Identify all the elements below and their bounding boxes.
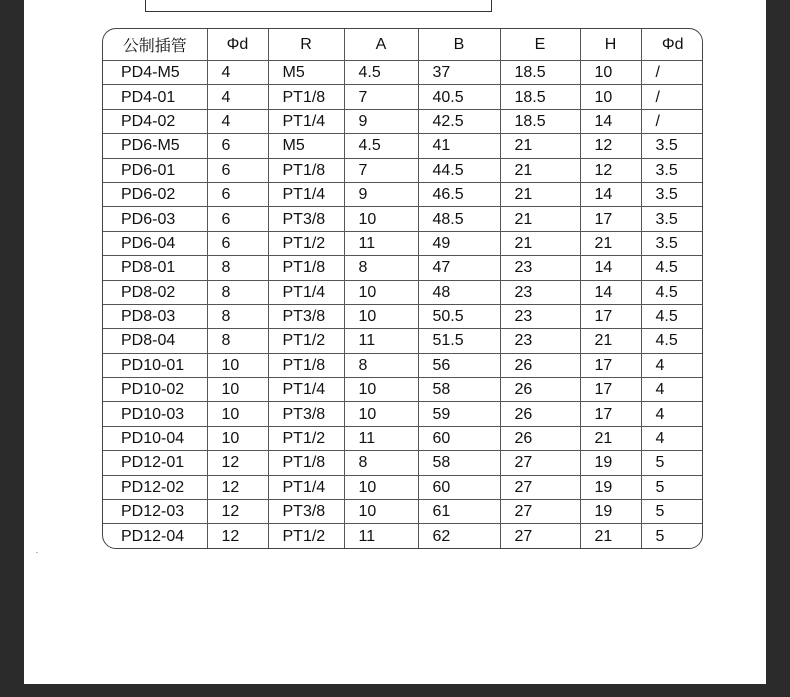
model-cell: PD8-04 — [103, 329, 207, 353]
table-cell: 6 — [207, 231, 268, 255]
model-cell: PD12-02 — [103, 475, 207, 499]
table-cell: 4.5 — [344, 134, 418, 158]
header-row — [103, 29, 703, 61]
table-cell: 10 — [580, 85, 641, 109]
table-cell: PT1/4 — [268, 182, 344, 206]
table-cell: 8 — [207, 256, 268, 280]
table-cell: 5 — [655, 527, 665, 545]
table-cell: 19 — [580, 500, 641, 524]
column-header: E — [500, 29, 580, 61]
spec-table — [103, 29, 703, 548]
table-cell: 23 — [500, 304, 580, 328]
table-cell: 17 — [580, 304, 641, 328]
table-cell: 26 — [500, 378, 580, 402]
table-cell: 4 — [641, 426, 703, 450]
table-cell: 17 — [580, 207, 641, 231]
table-cell: 14 — [580, 280, 641, 304]
table-cell: 23 — [500, 256, 580, 280]
column-header: Φd — [207, 29, 268, 61]
model-cell: PD8-03 — [103, 304, 207, 328]
column-header: R — [268, 29, 344, 61]
model-cell: PD8-01 — [103, 256, 207, 280]
table-cell: 21 — [500, 182, 580, 206]
model-cell: PD6-02 — [103, 182, 207, 206]
table-row — [103, 207, 703, 231]
table-cell: PT3/8 — [268, 304, 344, 328]
table-cell: PT1/8 — [268, 256, 344, 280]
table-cell: 6 — [207, 158, 268, 182]
model-cell: PD4-01 — [103, 85, 207, 109]
table-cell: 42.5 — [418, 109, 500, 133]
table-cell: 21 — [580, 329, 641, 353]
model-cell: PD12-04 — [103, 524, 207, 548]
table-cell: 40.5 — [418, 85, 500, 109]
table-cell: 3.5 — [641, 182, 703, 206]
table-cell: 18.5 — [500, 109, 580, 133]
column-header: A — [344, 29, 418, 61]
table-cell: 3.5 — [641, 231, 703, 255]
table-cell: PT1/8 — [268, 353, 344, 377]
table-cell: PT3/8 — [268, 402, 344, 426]
table-row — [103, 475, 703, 499]
table-cell: 4.5 — [641, 304, 703, 328]
table-row — [103, 304, 703, 328]
table-row — [103, 524, 703, 548]
table-cell: 21 — [580, 524, 641, 548]
table-cell: 7 — [344, 158, 418, 182]
column-header: Φd — [641, 29, 703, 61]
table-cell: 27 — [500, 524, 580, 548]
model-cell: PD4-M5 — [103, 61, 207, 85]
table-cell: 49 — [418, 231, 500, 255]
table-cell: 47 — [418, 256, 500, 280]
model-cell: PD8-02 — [103, 280, 207, 304]
table-cell: 8 — [344, 256, 418, 280]
table-cell: 46.5 — [418, 182, 500, 206]
table-cell: PT1/4 — [268, 280, 344, 304]
table-cell: 9 — [344, 109, 418, 133]
table-cell: 5 — [641, 451, 703, 475]
column-header: H — [580, 29, 641, 61]
table-cell: 11 — [344, 329, 418, 353]
table-cell: 4.5 — [641, 280, 703, 304]
table-cell: 58 — [418, 378, 500, 402]
table-cell: 21 — [500, 134, 580, 158]
column-header: B — [418, 29, 500, 61]
table-cell: 51.5 — [418, 329, 500, 353]
table-cell: 27 — [500, 500, 580, 524]
table-cell: 23 — [500, 329, 580, 353]
table-cell: 59 — [418, 402, 500, 426]
table-cell: 26 — [500, 353, 580, 377]
table-cell: M5 — [268, 134, 344, 158]
table-cell: 8 — [207, 280, 268, 304]
table-cell: 4.5 — [641, 329, 703, 353]
model-cell: PD6-M5 — [103, 134, 207, 158]
table-cell: 21 — [500, 231, 580, 255]
table-cell: 26 — [500, 426, 580, 450]
table-cell: 10 — [344, 304, 418, 328]
table-cell: 19 — [580, 451, 641, 475]
table-row — [103, 256, 703, 280]
table-cell: 44.5 — [418, 158, 500, 182]
table-cell: 11 — [344, 231, 418, 255]
table-cell: 58 — [418, 451, 500, 475]
table-cell: 62 — [418, 524, 500, 548]
table-cell: 10 — [207, 378, 268, 402]
table-cell: 10 — [207, 402, 268, 426]
table-cell: 10 — [207, 353, 268, 377]
table-row — [103, 182, 703, 206]
model-cell: PD6-03 — [103, 207, 207, 231]
table-row — [103, 402, 703, 426]
table-row — [103, 231, 703, 255]
table-cell: 48 — [418, 280, 500, 304]
table-cell: PT1/2 — [268, 231, 344, 255]
table-row — [103, 426, 703, 450]
table-cell: 6 — [207, 134, 268, 158]
table-cell: 11 — [344, 524, 418, 548]
table-cell: 61 — [418, 500, 500, 524]
table-cell: 4 — [207, 85, 268, 109]
table-cell: PT1/2 — [268, 524, 344, 548]
table-cell: / — [641, 61, 703, 85]
table-cell: 17 — [580, 378, 641, 402]
table-cell: 12 — [207, 524, 268, 548]
table-row — [103, 158, 703, 182]
table-cell: 14 — [580, 256, 641, 280]
table-cell: 10 — [344, 280, 418, 304]
table-cell: 4.5 — [641, 256, 703, 280]
table-cell: 17 — [580, 402, 641, 426]
table-cell: 4.5 — [344, 61, 418, 85]
table-cell: 21 — [500, 158, 580, 182]
table-cell: 17 — [580, 353, 641, 377]
table-cell: 18.5 — [500, 85, 580, 109]
table-cell: 10 — [344, 378, 418, 402]
table-cell: 41 — [418, 134, 500, 158]
table-cell: 56 — [418, 353, 500, 377]
table-row — [103, 61, 703, 85]
table-cell: 14 — [580, 182, 641, 206]
model-cell: PD12-01 — [103, 451, 207, 475]
table-cell: 60 — [418, 426, 500, 450]
table-cell: 8 — [207, 329, 268, 353]
table-cell: 60 — [418, 475, 500, 499]
table-row — [103, 451, 703, 475]
table-cell: 10 — [344, 402, 418, 426]
table-cell: 6 — [207, 182, 268, 206]
table-cell: 10 — [207, 426, 268, 450]
table-cell: 50.5 — [418, 304, 500, 328]
table-cell: 14 — [580, 109, 641, 133]
table-cell: M5 — [268, 61, 344, 85]
table-cell: 11 — [344, 426, 418, 450]
table-row — [103, 280, 703, 304]
table-cell: PT1/4 — [268, 378, 344, 402]
table-cell: 21 — [580, 231, 641, 255]
table-cell: 4 — [641, 402, 703, 426]
dimension-bracket — [145, 0, 492, 12]
column-header: 公制插管 — [103, 29, 207, 61]
table-cell: 4 — [641, 353, 703, 377]
table-cell: 5 — [641, 500, 703, 524]
model-cell: PD6-01 — [103, 158, 207, 182]
table-body — [103, 61, 703, 548]
table-cell: PT1/2 — [268, 329, 344, 353]
table-cell: 27 — [500, 475, 580, 499]
table-cell: PT1/8 — [268, 158, 344, 182]
table-cell: 18.5 — [500, 61, 580, 85]
table-cell: 4 — [641, 378, 703, 402]
table-cell: PT1/4 — [268, 109, 344, 133]
table-cell: 12 — [207, 500, 268, 524]
table-cell: 37 — [418, 61, 500, 85]
table-cell: PT1/2 — [268, 426, 344, 450]
model-cell: PD10-04 — [103, 426, 207, 450]
table-cell: 26 — [500, 402, 580, 426]
table-cell: 48.5 — [418, 207, 500, 231]
table-cell: 4 — [207, 109, 268, 133]
model-cell: PD10-03 — [103, 402, 207, 426]
table-row — [103, 329, 703, 353]
model-cell: PD4-02 — [103, 109, 207, 133]
table-cell: / — [641, 109, 703, 133]
stray-mark — [36, 552, 38, 553]
table-cell: 9 — [344, 182, 418, 206]
table-row — [103, 109, 703, 133]
table-cell: 7 — [344, 85, 418, 109]
table-cell: 5 — [641, 475, 703, 499]
table-row — [103, 500, 703, 524]
table-cell: 21 — [580, 426, 641, 450]
table-cell: PT3/8 — [268, 207, 344, 231]
table-row — [103, 353, 703, 377]
table-row — [103, 85, 703, 109]
table-row — [103, 134, 703, 158]
table-cell: 10 — [580, 61, 641, 85]
model-cell: PD10-01 — [103, 353, 207, 377]
table-cell: 21 — [500, 207, 580, 231]
table-cell: PT1/8 — [268, 85, 344, 109]
table-cell: PT1/4 — [268, 475, 344, 499]
table-cell: 10 — [344, 207, 418, 231]
table-cell: 12 — [207, 475, 268, 499]
table-cell: 8 — [344, 451, 418, 475]
table-cell: 12 — [580, 158, 641, 182]
table-cell: 4 — [207, 61, 268, 85]
table-cell: 3.5 — [641, 158, 703, 182]
spec-table-container — [102, 28, 703, 549]
table-cell: 12 — [580, 134, 641, 158]
table-cell: 10 — [344, 475, 418, 499]
table-cell: 10 — [344, 500, 418, 524]
table-cell: 19 — [580, 475, 641, 499]
table-cell: 3.5 — [641, 207, 703, 231]
table-cell: 6 — [207, 207, 268, 231]
model-cell: PD10-02 — [103, 378, 207, 402]
table-cell: 3.5 — [641, 134, 703, 158]
table-cell: 8 — [207, 304, 268, 328]
table-cell: / — [641, 85, 703, 109]
table-cell: 23 — [500, 280, 580, 304]
table-cell: PT3/8 — [268, 500, 344, 524]
table-cell: 27 — [500, 451, 580, 475]
model-cell: PD6-04 — [103, 231, 207, 255]
table-row — [103, 378, 703, 402]
model-cell: PD12-03 — [103, 500, 207, 524]
table-cell: PT1/8 — [268, 451, 344, 475]
table-cell: 8 — [344, 353, 418, 377]
table-cell: 12 — [207, 451, 268, 475]
